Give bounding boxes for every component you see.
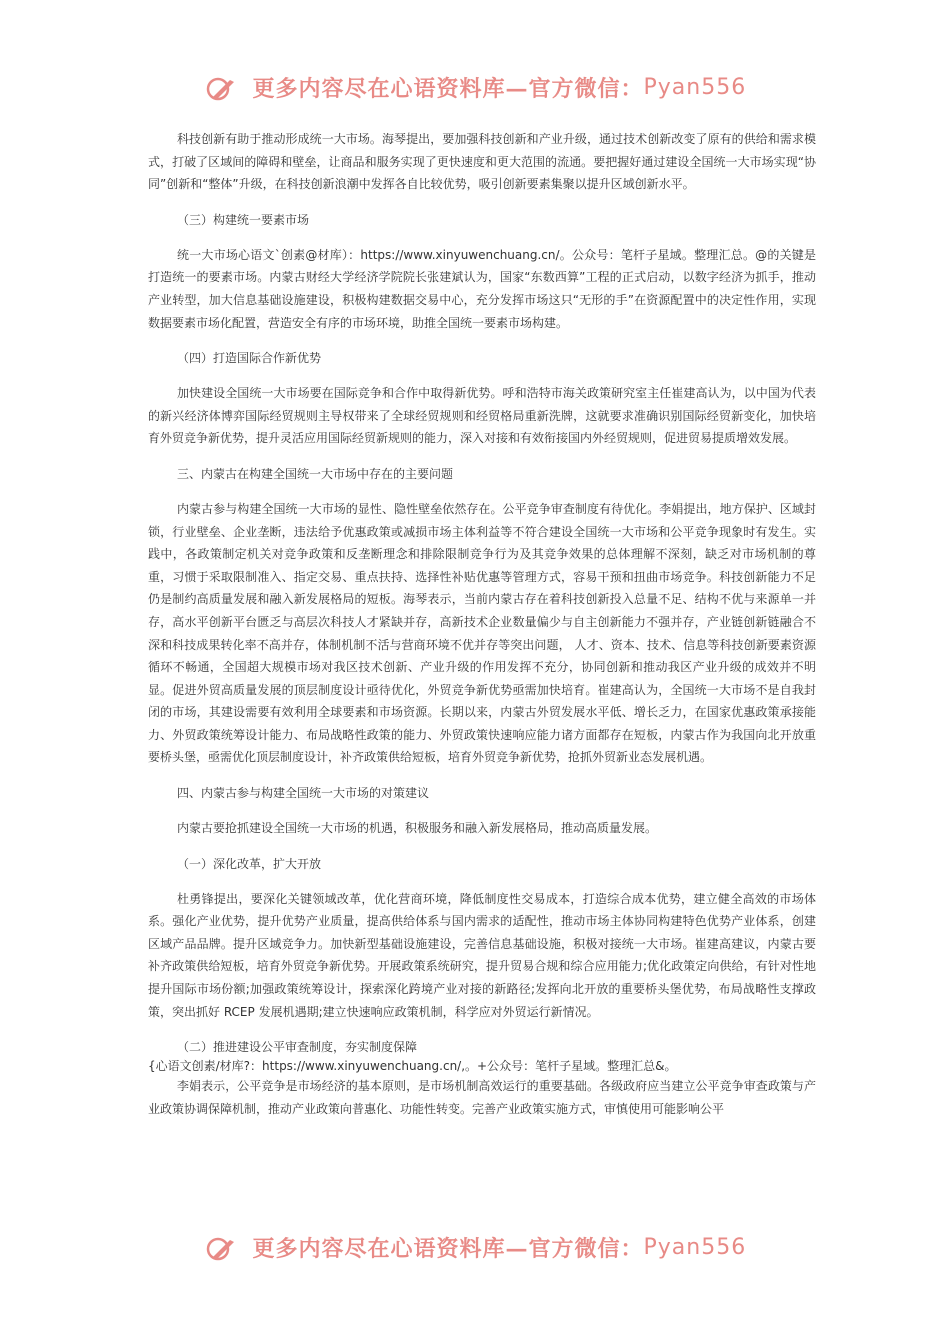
- heading-factor-market: （三）构建统一要素市场: [177, 212, 310, 227]
- banner-main-text: 更多内容尽在心语资料库—官方微信：: [252, 76, 644, 102]
- pen-logo-icon: [204, 1234, 240, 1262]
- footer-watermark-banner: [0, 1232, 950, 1263]
- document-body: [148, 128, 816, 1134]
- paragraph-factor-market: 统一大市场心语文`创素@材库）：https://www.xinyuwenchuang.cn/。公众号：笔杆子星域。整理汇总。@的关键是打造统一的要素市场。内蒙古财经大学经济学院院长张建斌认为，国家“东数西算”工程的正式启动，以数字经济为抓手，推动产业转型，加大信息基础设施建设，积极构建数据交易中心，充分发挥市场这只“无形的手”在资源配置中的决定性作用，实现数据要素市场化配置，营造安全有序的市场环境，助推全国统一要素市场构建。: [148, 247, 816, 330]
- banner-wechat-id: Pyan556: [643, 75, 747, 100]
- heading-section-four: 四、内蒙古参与构建全国统一大市场的对策建议: [177, 786, 430, 801]
- source-watermark-note: {心语文创素/材库?：https://www.xinyuwenchuang.cn/,。+公众号：笔杆子星域。整理汇总&。: [148, 1059, 677, 1074]
- heading-international-cooperation: （四）打造国际合作新优势: [177, 351, 322, 366]
- paragraph-tech-innovation: 科技创新有助于推动形成统一大市场。海琴提出，要加强科技创新和产业升级，通过技术创新改变了原有的供给和需求模式，打破了区域间的障碍和壁垒，让商品和服务实现了更快速度和更大范围的流通。要把握好通过建设全国统一大市场实现“协同”创新和“整体”升级，在科技创新浪潮中发挥各自比较优势，吸引创新要素集聚以提升区域创新水平。: [148, 132, 816, 192]
- paragraph-opportunity: 内蒙古要抢抓建设全国统一大市场的机遇，积极服务和融入新发展格局，推动高质量发展。: [177, 821, 658, 836]
- banner-main-text: 更多内容尽在心语资料库—官方微信：: [252, 1236, 644, 1262]
- paragraph-main-problems: 内蒙古参与构建全国统一大市场的显性、隐性壁垒依然存在。公平竞争审查制度有待优化。李娟提出，地方保护、区域封锁，行业壁垒、企业垄断，违法给予优惠政策或减损市场主体利益等不符合建设全国统一大市场和公平竞争现象时有发生。实践中，各政策制定机关对竞争政策和反垄断理念和排除限制竞争行为及其竞争效果的总体理解不深刻，缺乏对市场机制的尊重，习惯于采取限制准入、指定交易、重点扶持、选择性补贴优惠等管理方式，容易干预和扭曲市场竞争。科技创新能力不足仍是制约高质量发展和融入新发展格局的短板。海琴表示，当前内蒙古存在着科技创新投入总量不足、结构不优与来源单一并存，高水平创新平台匮乏与高层次科技人才紧缺并存，高新技术企业数量偏少与自主创新能力不强并存，产业链创新链融合不深和科技成果转化率不高并存，体制机制不活与营商环境不优并存等突出问题， 人才、资本、技术、信息等科技创新要素资源循环不畅通，全国超大规模市场对我区技术创新、产业升级的作用发挥不充分，协同创新和推动我区产业升级的成效并不明显。促进外贸高质量发展的顶层制度设计亟待优化，外贸竞争新优势亟需加快培育。崔建高认为，全国统一大市场不是自我封闭的市场，其建设需要有效利用全球要素和市场资源。长期以来，内蒙古外贸发展水平低、增长乏力，在国家优惠政策承接能力、外贸政策统筹设计能力、布局战略性政策的能力、外贸政策快速响应能力诸方面都存在短板，内蒙古作为我国向北开放重要桥头堡，亟需优化顶层制度设计，补齐政策供给短板，培育外贸竞争新优势，抢抓外贸新业态发展机遇。: [148, 501, 816, 765]
- heading-deepen-reform: （一）深化改革，扩大开放: [177, 856, 322, 871]
- pen-logo-icon: [204, 74, 240, 102]
- header-watermark-banner: [0, 72, 950, 103]
- heading-fair-review: （二）推进建设公平审查制度，夯实制度保障: [177, 1040, 418, 1055]
- paragraph-international-cooperation: 加快建设全国统一大市场要在国际竞争和合作中取得新优势。呼和浩特市海关政策研究室主任崔建高认为，以中国为代表的新兴经济体博弈国际经贸规则主导权带来了全球经贸规则和经贸格局重新洗牌，这就要求准确识别国际经贸新变化，加快培育外贸竞争新优势，提升灵活应用国际经贸新规则的能力，深入对接和有效衔接国内外经贸规则，促进贸易提质增效发展。: [148, 386, 816, 446]
- heading-section-three: 三、内蒙古在构建全国统一大市场中存在的主要问题: [177, 466, 454, 481]
- banner-wechat-id: Pyan556: [643, 1235, 747, 1260]
- paragraph-deepen-reform: 杜勇锋提出，要深化关键领域改革，优化营商环境，降低制度性交易成本，打造综合成本优势，建立健全高效的市场体系。强化产业优势，提升优势产业质量，提高供给体系与国内需求的适配性，推动市场主体协同构建特色优势产业体系，创建区域产品品牌。提升区域竞争力。加快新型基础设施建设，完善信息基础设施，积极对接统一大市场。崔建高建议，内蒙古要补齐政策供给短板，培育外贸竞争新优势。开展政策系统研究，提升贸易合规和综合应用能力;优化政策定向供给，有针对性地提升国际市场份额;加强政策统筹设计，探索深化跨境产业对接的新路径;发挥向北开放的重要桥头堡优势，布局战略性支撑政策，突出抓好 RCEP 发展机遇期;建立快速响应政策机制，科学应对外贸运行新情况。: [148, 891, 816, 1019]
- paragraph-fair-competition: 李娟表示，公平竞争是市场经济的基本原则，是市场机制高效运行的重要基础。各级政府应当建立公平竞争审查政策与产业政策协调保障机制，推动产业政策向普惠化、功能性转变。完善产业政策实施方式，审慎使用可能影响公平: [148, 1079, 816, 1116]
